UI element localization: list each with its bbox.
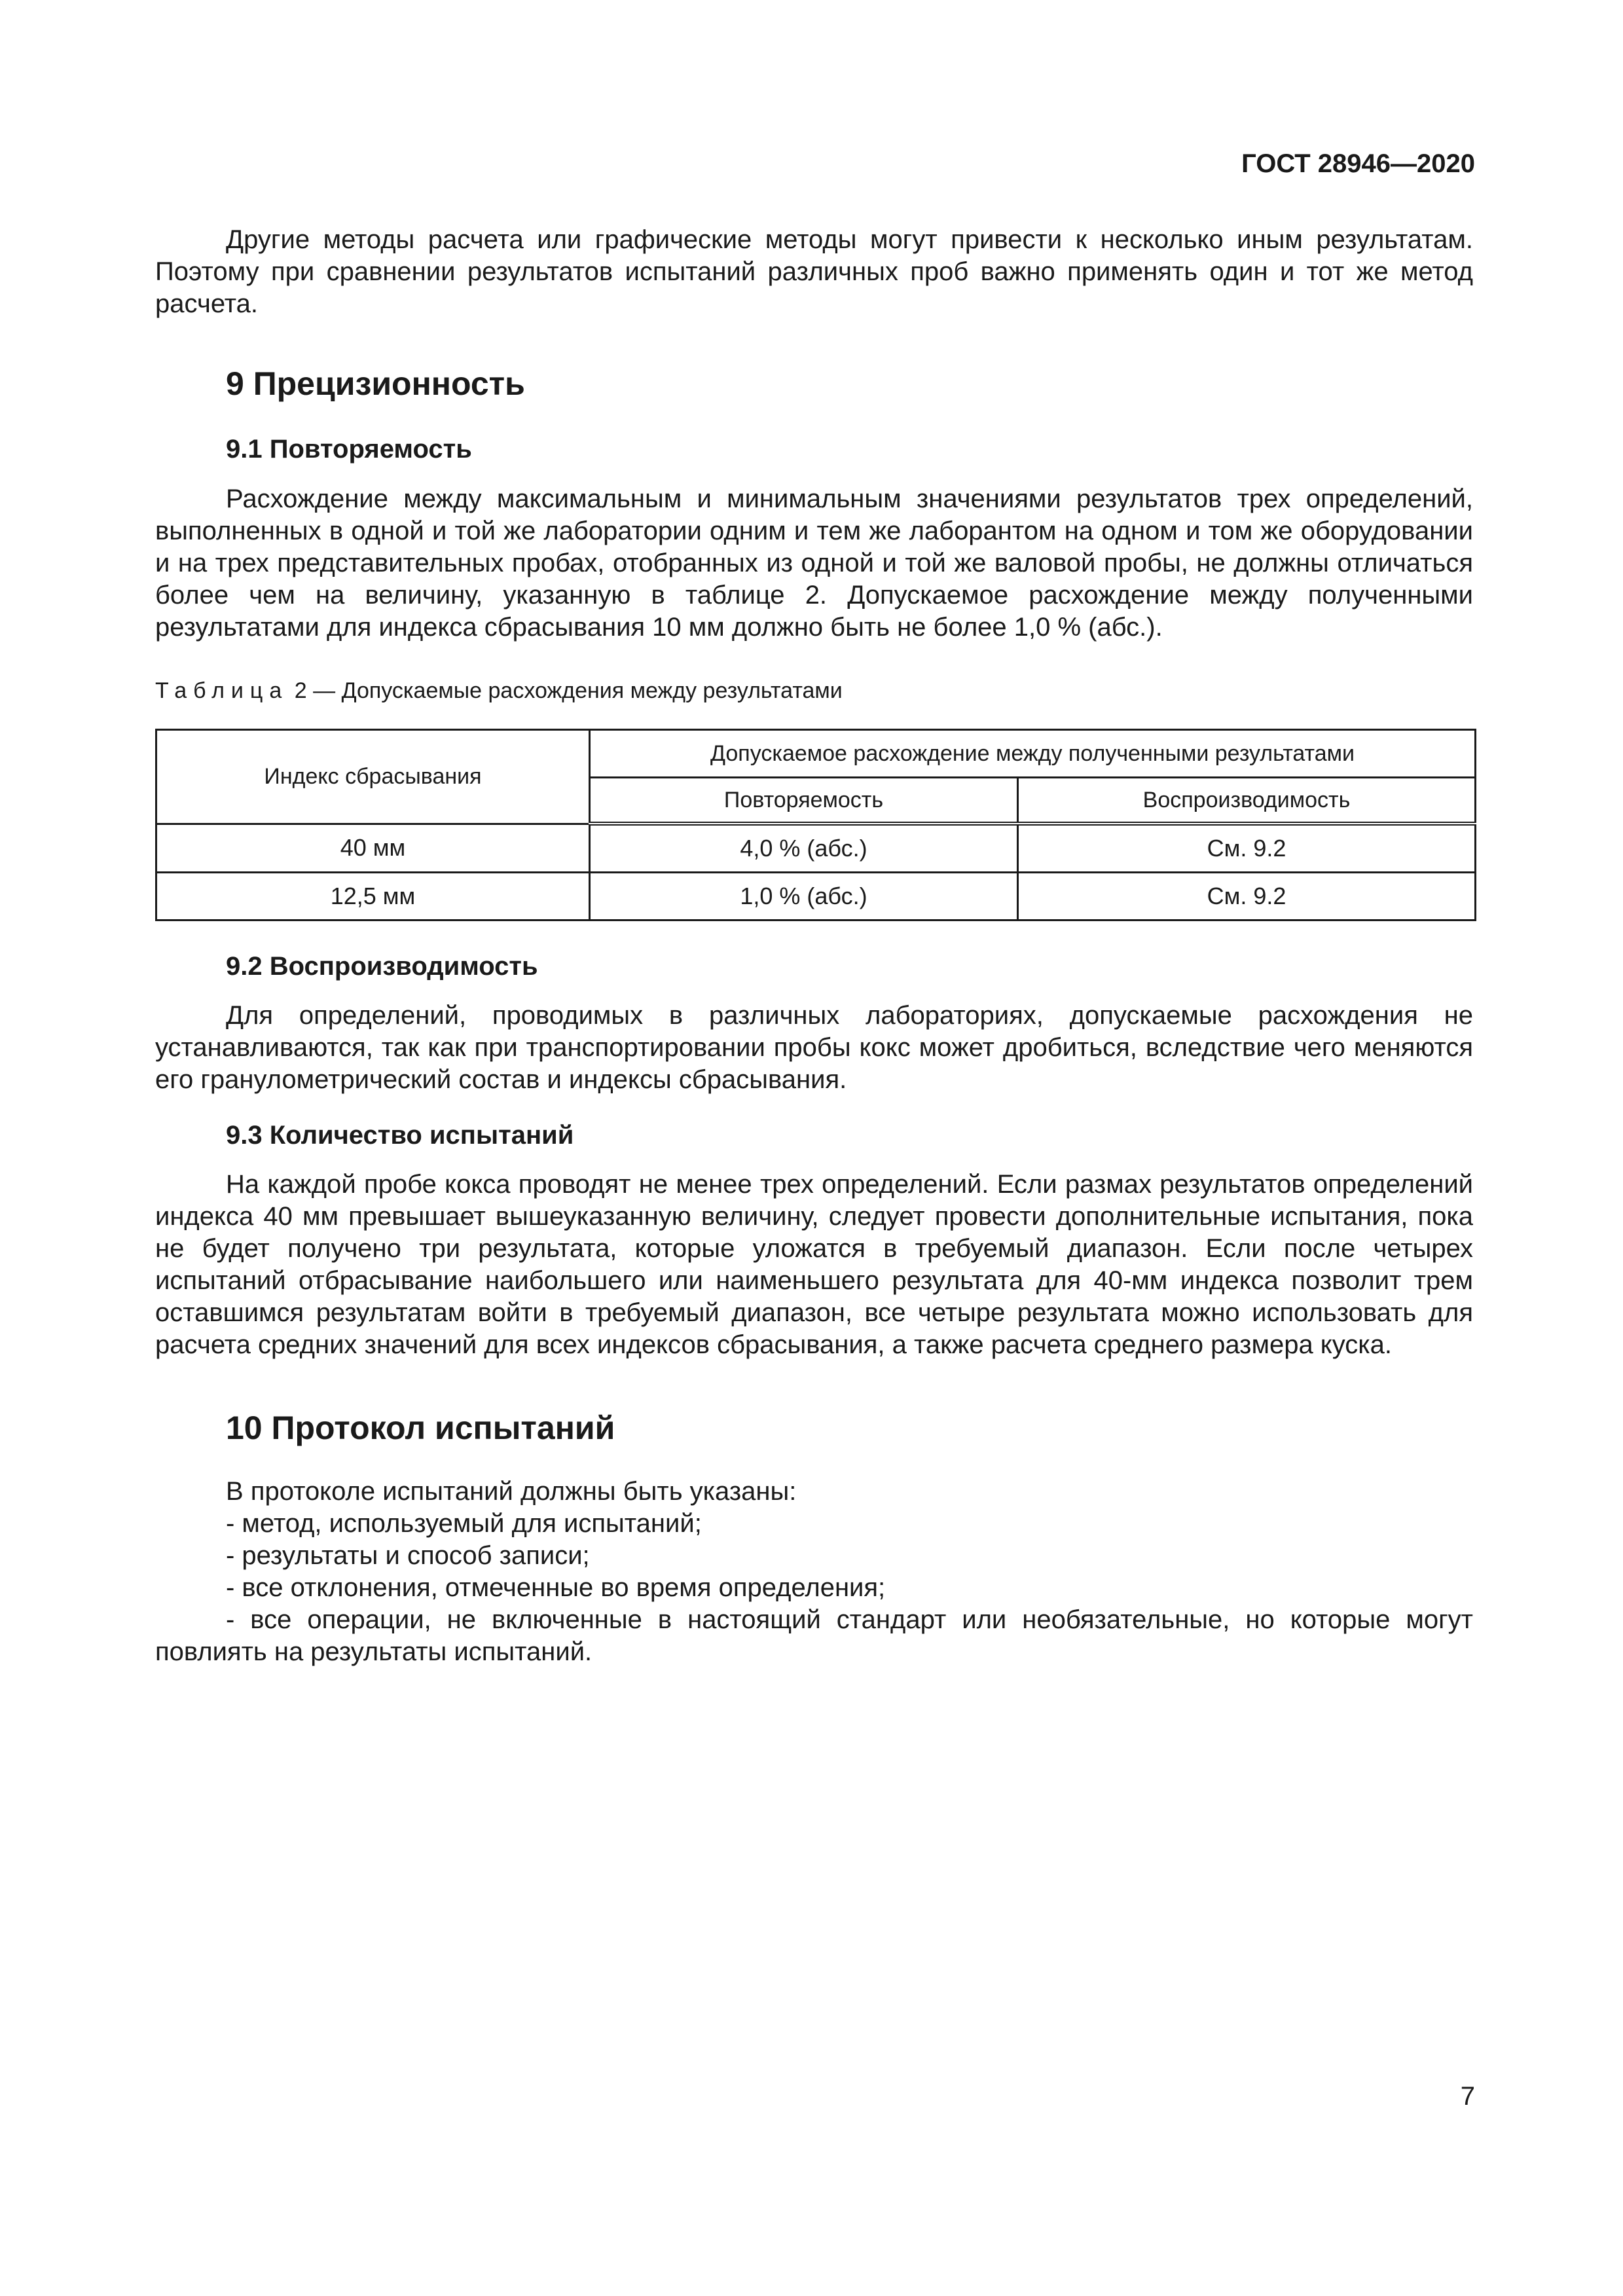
- section-10-lead: В протоколе испытаний должны быть указаны:: [226, 1477, 797, 1506]
- table-row: [156, 873, 1476, 920]
- table-caption: [155, 678, 843, 704]
- section-9-3-heading: 9.3 Количество испытаний: [226, 1121, 574, 1150]
- section-9-1-heading: 9.1 Повторяемость: [226, 435, 472, 464]
- section-9-1-paragraph: Расхождение между максимальным и минимальным значениями результатов трех определений, выполненных в одной и той же лаборатории одним и тем же лаборантом на одном и том же оборудовании и на трех представительных пробах, отобранных из одной и той же валовой пробы, не должны отличаться более чем на величину, указанную в таблице 2. Допускаемое расхождение между полученными результатами для индекса сбрасывания 10 мм должно быть не более 1,0 % (абс.).: [155, 484, 1473, 642]
- list-item: - метод, используемый для испытаний;: [226, 1509, 702, 1538]
- col-header-group: Допускаемое расхождение между полученными результатами: [590, 730, 1476, 778]
- table-title: 2 — Допускаемые расхождения между результатами: [294, 678, 843, 703]
- page-number: 7: [1460, 2082, 1475, 2111]
- section-9-3-paragraph: На каждой пробе кокса проводят не менее трех определений. Если размах результатов определений индекса 40 мм превышает вышеуказанную величину, следует провести дополнительные испытания, пока не будет получено три результата, которые уложатся в требуемый диапазон. Если после четырех испытаний отбрасывание наибольшего или наименьшего результата для 40-мм индекса позволит трем оставшимся результатам войти в требуемый диапазон, все четыре результата можно использовать для расчета средних значений для всех индексов сбрасывания, а также расчета среднего размера куска.: [155, 1170, 1473, 1359]
- doc-code: ГОСТ 28946—2020: [1241, 149, 1475, 178]
- table-label: Таблица: [155, 678, 289, 703]
- cell-repeatability: 4,0 % (абс.): [590, 824, 1018, 873]
- col-header-reproducibility: Воспроизводимость: [1018, 778, 1476, 824]
- list-item: - все операции, не включенные в настоящий стандарт или необязательные, но которые могут повлиять на результаты испытаний.: [155, 1605, 1473, 1666]
- cell-index: 40 мм: [156, 824, 590, 873]
- cell-repeatability: 1,0 % (абс.): [590, 873, 1018, 920]
- cell-reproducibility: См. 9.2: [1018, 873, 1476, 920]
- section-9-2-paragraph: Для определений, проводимых в различных лабораториях, допускаемые расхождения не устанавливаются, так как при транспортировании пробы кокс может дробиться, вследствие чего меняются его гранулометрический состав и индексы сбрасывания.: [155, 1001, 1473, 1094]
- section-9-heading: 9 Прецизионность: [226, 365, 525, 402]
- table-row: [156, 824, 1476, 873]
- tolerance-table: [155, 729, 1476, 921]
- intro-paragraph: Другие методы расчета или графические методы могут привести к несколько иным результатам. Поэтому при сравнении результатов испытаний различных проб важно применять один и тот же метод расчета.: [155, 225, 1473, 318]
- col-header-index: Индекс сбрасывания: [156, 730, 590, 824]
- cell-index: 12,5 мм: [156, 873, 590, 920]
- section-9-2-heading: 9.2 Воспроизводимость: [226, 952, 538, 981]
- cell-reproducibility: См. 9.2: [1018, 824, 1476, 873]
- list-item: - результаты и способ записи;: [226, 1541, 590, 1570]
- col-header-repeatability: Повторяемость: [590, 778, 1018, 824]
- list-item: - все отклонения, отмеченные во время определения;: [226, 1573, 886, 1602]
- section-10-heading: 10 Протокол испытаний: [226, 1410, 615, 1446]
